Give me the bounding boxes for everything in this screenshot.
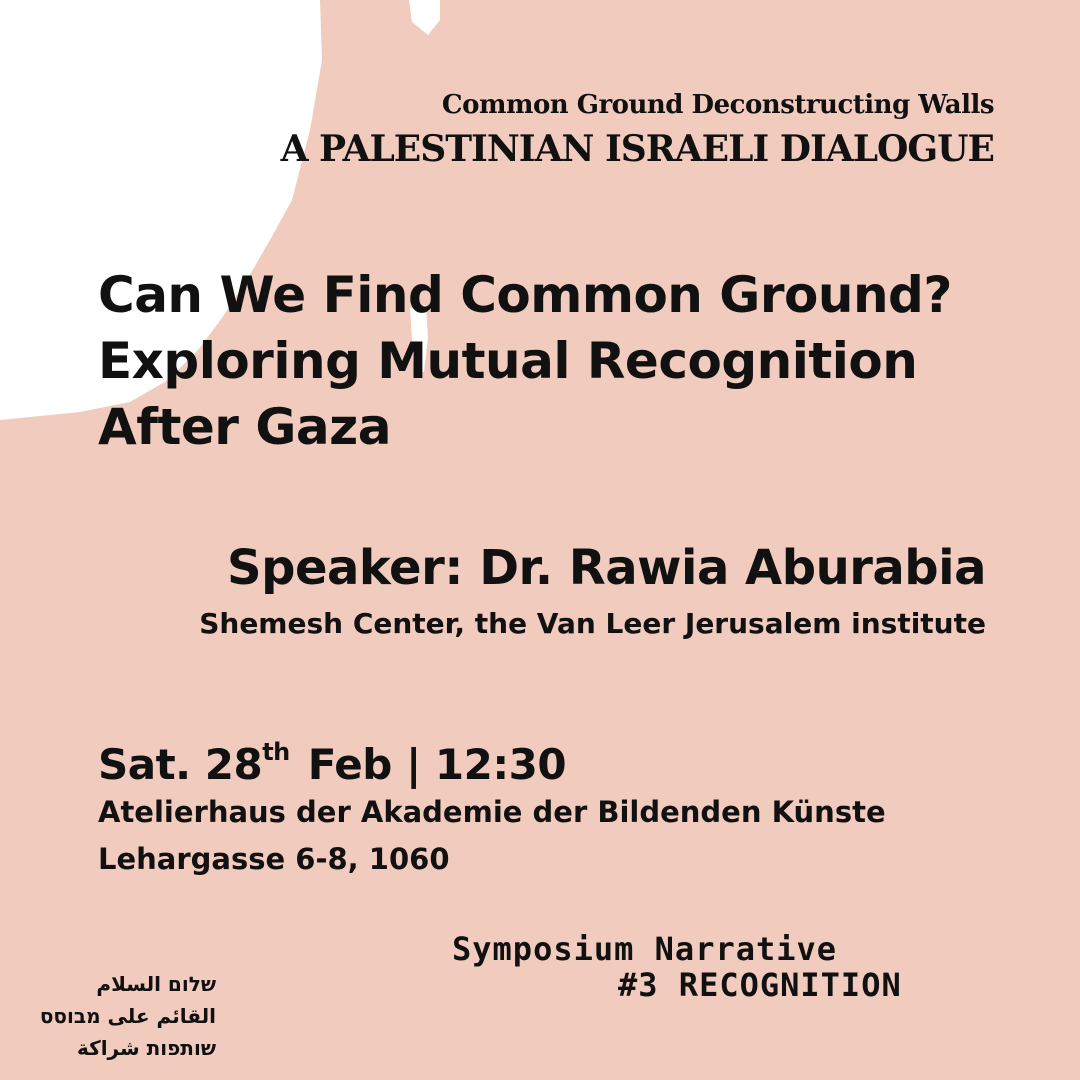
- series-subtitle: Common Ground Deconstructing Walls: [441, 90, 994, 120]
- event-title-line: After Gaza: [98, 398, 391, 456]
- date-time-separator: |: [405, 740, 421, 789]
- logo-line: שלום السلام: [96, 972, 216, 996]
- event-day-suffix: th: [262, 738, 290, 766]
- symposium-edition: #3 RECOGNITION: [618, 966, 902, 1004]
- event-month: Feb: [307, 740, 392, 789]
- event-time: 12:30: [434, 740, 567, 789]
- symposium-name: Symposium Narrative: [452, 930, 838, 968]
- event-title: [98, 262, 1018, 460]
- organization-logo: [26, 968, 216, 1064]
- event-address: Lehargasse 6-8, 1060: [98, 842, 450, 876]
- speaker-name: Speaker: Dr. Rawia Aburabia: [227, 540, 986, 596]
- event-day: Sat. 28: [98, 740, 263, 789]
- event-venue: Atelierhaus der Akademie der Bildenden Künste: [98, 795, 886, 829]
- event-date-time: [98, 740, 566, 789]
- event-title-line: Can We Find Common Ground?: [98, 266, 952, 324]
- logo-line: القائم على מבוסס: [39, 1004, 216, 1028]
- logo-line: שותפות شراكة: [76, 1036, 216, 1060]
- speaker-affiliation: Shemesh Center, the Van Leer Jerusalem institute: [199, 607, 986, 640]
- event-title-line: Exploring Mutual Recognition: [98, 332, 918, 390]
- series-title: A PALESTINIAN ISRAELI DIALOGUE: [280, 128, 994, 170]
